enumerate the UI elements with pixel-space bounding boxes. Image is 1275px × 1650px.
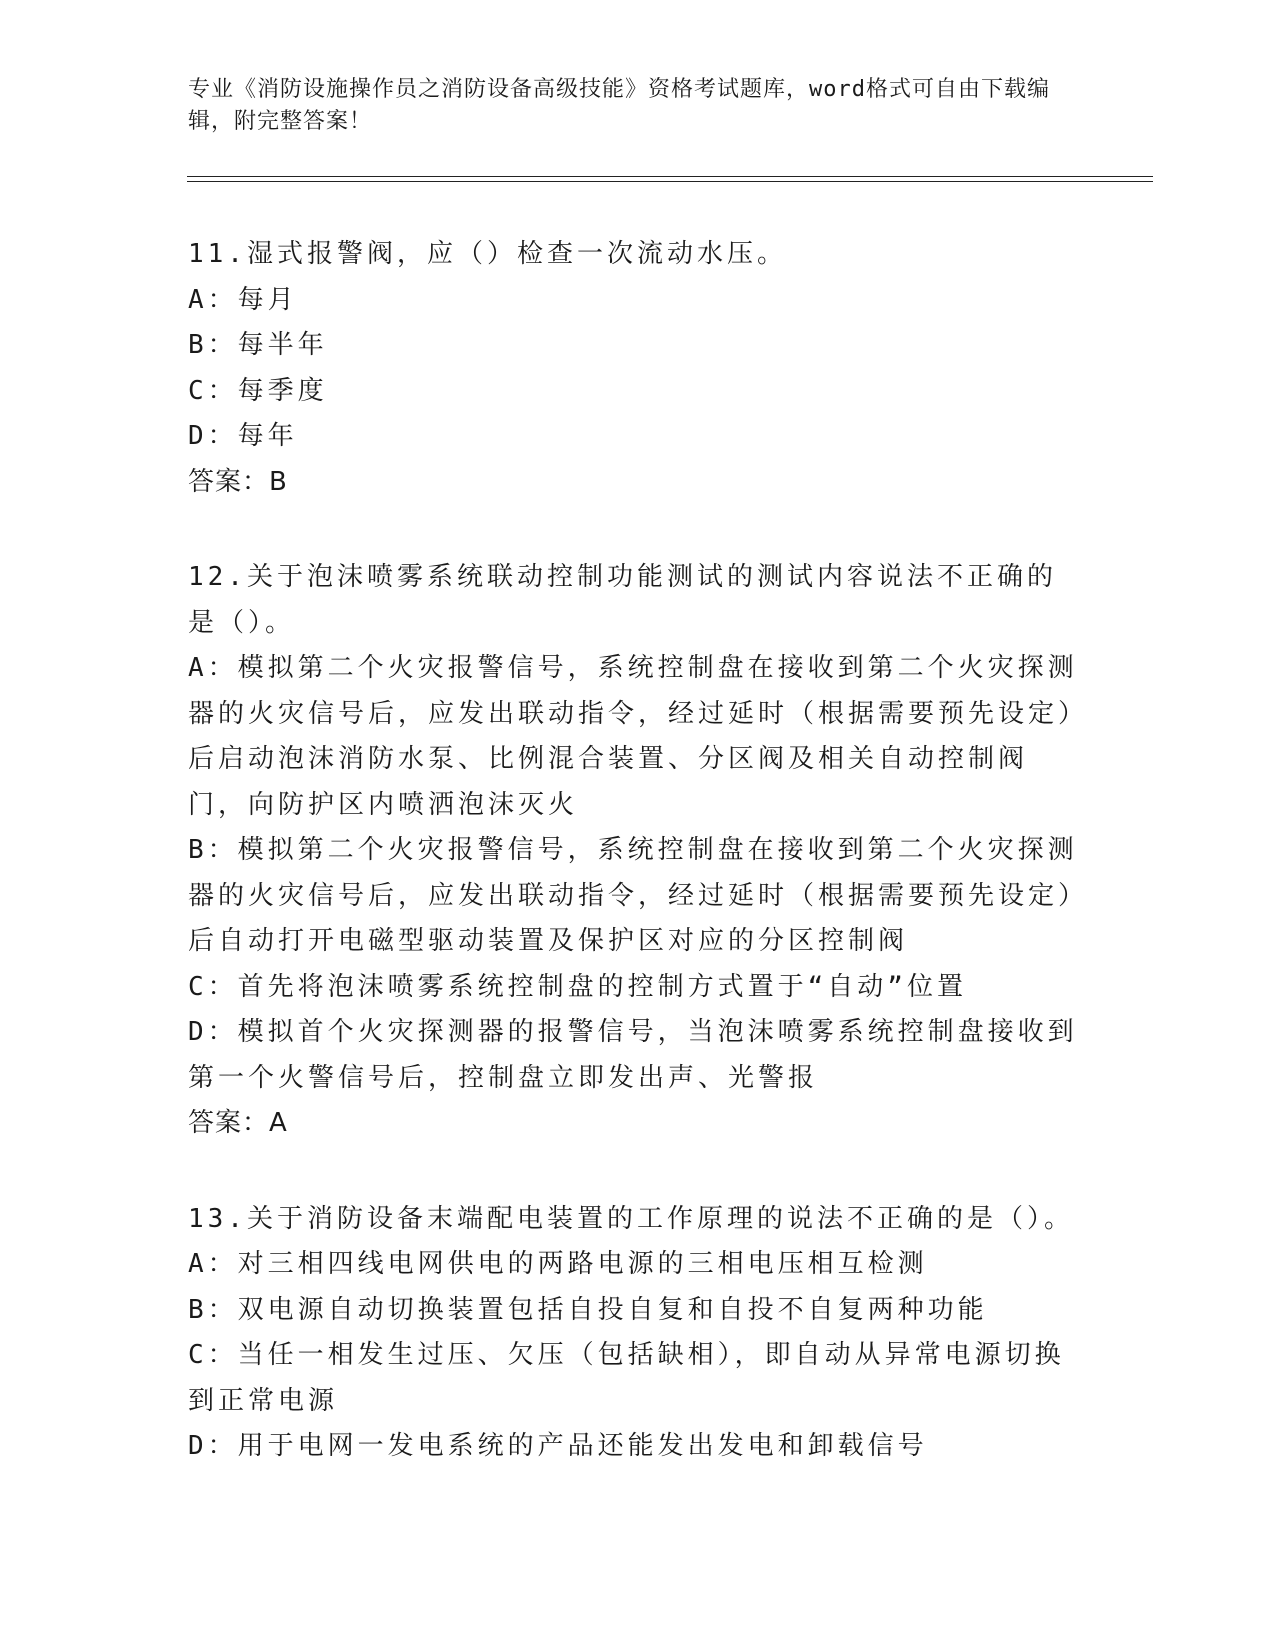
option-a: A：对三相四线电网供电的两路电源的三相电压相互检测 — [188, 1249, 928, 1279]
question-12 — [188, 555, 1078, 1147]
option-c: C：当任一相发生过压、欠压（包括缺相），即自动从异常电源切换到正常电源 — [188, 1340, 1065, 1416]
document-header: 专业《消防设施操作员之消防设备高级技能》资格考试题库，word格式可自由下载编辑，附完整答案！ — [188, 77, 1050, 134]
answer: 答案：A — [188, 1108, 288, 1138]
option-c: C：首先将泡沫喷雾系统控制盘的控制方式置于“自动”位置 — [188, 971, 967, 1002]
question-stem: 13.关于消防设备末端配电装置的工作原理的说法不正确的是（）。 — [188, 1203, 1074, 1234]
question-13 — [188, 1197, 1078, 1470]
option-b: B：双电源自动切换装置包括自投自复和自投不自复两种功能 — [188, 1294, 988, 1325]
option-d: D：模拟首个火灾探测器的报警信号，当泡沫喷雾系统控制盘接收到第一个火警信号后，控制盘立即发出声、光警报 — [188, 1017, 1078, 1093]
option-a: A：模拟第二个火灾报警信号，系统控制盘在接收到第二个火灾探测器的火灾信号后，应发出联动指令，经过延时（根据需要预先设定）后启动泡沫消防水泵、比例混合装置、分区阀及相关自动控制阀门，向防护区内喷洒泡沫灭火 — [188, 653, 1078, 820]
question-list — [188, 232, 1078, 1520]
option-c: C：每季度 — [188, 375, 328, 406]
header-divider-top — [187, 176, 1153, 177]
option-a: A：每月 — [188, 284, 298, 315]
question-stem: 12.关于泡沫喷雾系统联动控制功能测试的测试内容说法不正确的是（）。 — [188, 562, 1057, 638]
option-b: B：每半年 — [188, 330, 328, 360]
question-11 — [188, 232, 1078, 505]
option-d: D：每年 — [188, 421, 298, 451]
header-divider-bottom — [187, 181, 1153, 182]
answer: 答案：B — [188, 466, 288, 497]
question-stem: 11.湿式报警阀，应（）检查一次流动水压。 — [188, 239, 787, 269]
option-d: D：用于电网一发电系统的产品还能发出发电和卸载信号 — [188, 1431, 928, 1461]
option-b: B：模拟第二个火灾报警信号，系统控制盘在接收到第二个火灾探测器的火灾信号后，应发出联动指令，经过延时（根据需要预先设定）后自动打开电磁型驱动装置及保护区对应的分区控制阀 — [188, 835, 1078, 956]
